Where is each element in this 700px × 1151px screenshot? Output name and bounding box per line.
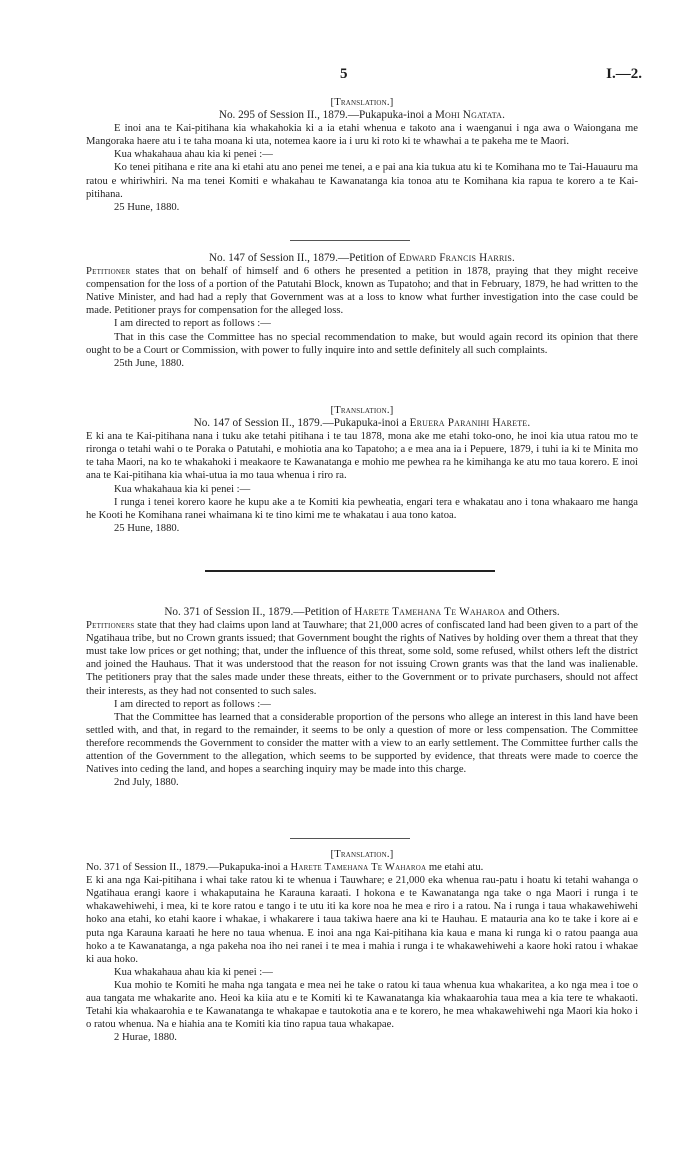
- page-number: 5: [340, 66, 348, 82]
- title-suffix: me etahi atu.: [426, 862, 484, 874]
- report-text: That the Committee has learned that a considerable proportion of the persons who allege an interest in this land have been settled with, and that, in regard to the remainder, it seems to be only a question of more or less compensation. The Committee therefore recommends the Government to consider the matter with a view to an early settlement. The Committee further calls the attention of the Government to the allegation, which seems to be supported by evidence, that threats were made to coerce the Natives into ceding the land, and hopes a searching inquiry may be made into this charge.: [86, 711, 638, 776]
- petitioner-name: Harete Tamehana Te Waharoa: [354, 606, 506, 618]
- section-harete-tamehana-english: [86, 606, 638, 789]
- petitioner-name: Eruera Paranihi Harete.: [409, 417, 531, 430]
- section-divider: [0, 240, 700, 241]
- petition-body: E ki ana te Kai-pitihana nana i tuku ake tetahi pitihana i te tau 1878, mona ake me etahi toko-ono, he inoi kia utua ratou mo te rironga o tetahi wahi o te Poraka o Patutahi, e mohiotia ana ko Tapatoho; a e mea ana ia i Pepuere, 1879, i tuhi ia ki te Minita mo te taha Maori, na ko te whakahoki i meakaore te Kawanatanga e mohio me pewhea ra he kimihanga ke atu mo taua korero. E inoi ana te Kai-pitihana kia whai-utua ia mo taua whenua i riro ra.: [86, 431, 638, 482]
- report-text: Ko tenei pitihana e rite ana ki etahi atu ano penei me tenei, a e pai ana kia tukua atu ki te Komihana mo te Tai-Hauauru ma ratou e whiriwhiri. Na ma tenei Komiti e whakahau te Kawanatanga kia tonoa atu te Komihana kia rapua te korero a te Kai-pitihana.: [86, 162, 638, 200]
- document-reference: I.—2.: [606, 66, 642, 82]
- title-text: No. 371 of Session II., 1879.—Petition of: [164, 606, 355, 618]
- section-divider: [0, 570, 700, 572]
- section-title: [86, 109, 638, 122]
- section-title: [86, 417, 638, 430]
- petition-body: [86, 265, 638, 317]
- section-eruera-paranihi-harete: [86, 404, 638, 535]
- title-suffix: and Others.: [505, 606, 560, 618]
- translation-label: [Translation.]: [330, 97, 394, 108]
- petition-body: [86, 619, 638, 698]
- report-lead: Kua whakahaua ahau kia ki penei :—: [114, 149, 273, 161]
- title-text: No. 147 of Session II., 1879.—Pukapuka-inoi a: [193, 417, 410, 430]
- lead-word: Petitioners: [86, 620, 135, 632]
- title-text: No. 371 of Session II., 1879.—Pukapuka-inoi a: [86, 862, 291, 874]
- title-text: No. 295 of Session II., 1879.—Pukapuka-inoi a: [218, 109, 435, 122]
- section-title: [86, 252, 638, 265]
- translation-label: [Translation.]: [330, 405, 394, 416]
- section-title: [86, 606, 638, 619]
- lead-word: Petitioner: [86, 266, 131, 278]
- petitioner-name: Mohi Ngatata.: [434, 109, 506, 122]
- report-date: 2 Hurae, 1880.: [114, 1032, 177, 1044]
- petition-body: E ki ana nga Kai-pitihana i whai take ratou ki te whenua i Tauwhare; e 21,000 eka whenua rau-patu i hoatu ki tetahi wahanga o Ngatihaua erangi kaore i whakaputaina he Karauna karaati. I hokona e te Kawanatanga nga take o nga Maori i runga i te whakawehiwehi, i mea, ki te kore ratou e tango i te utu iti ka kore noa he mea e riro i a ratou. Na i runga i taua whakawehiwehi hoko ana etahi, ko etahi kaore i whakae, i whakarere i taua takiwa haere ana ki te Hauhau. E matauria ana ko te take i kore ai e puta nga Karauna karaati he here no taua whenua. E inoi ana nga Kai-pitihana kia kaua e mana ki runga ki o ratou paanga aua hoko a te Kawanatanga, a nga pakeha noa iho nei ranei i te mea i mahia i runga i te whakawehiwehi a kaore hoki ratou i whakae ki aua hoko.: [86, 875, 638, 965]
- section-title: [86, 861, 638, 874]
- report-text: Kua mohio te Komiti he maha nga tangata e mea nei he take o ratou ki taua whenua kua whakaritea, a ko nga mea i toe o aua tangata me whakarite ano. Heoi ka kiia atu e te Komiti ki te Kawanatanga kia whakaarohia taua mea a kia tere te whakaoti. Tetahi kia whakaarohia e te Kawanatanga te whakapae e tautokotia ana e te korero, he mea whakawehiwehi nga Maori kia hoko i o ratou whenua. Na e hiahia ana te Komiti kia tino rapua taua whakapae.: [86, 979, 638, 1031]
- report-date: 25th June, 1880.: [114, 357, 185, 369]
- report-lead: Kua whakahaua ahau kia ki penei :—: [114, 966, 273, 978]
- petitioner-name: Edward Francis Harris.: [398, 252, 516, 264]
- report-text: I runga i tenei korero kaore he kupu ake a te Komiti kia pewheatia, engari tera e whakatau ano i tona whakaaro me hanga he Kooti he Komihana ranei whaimana ki te tino kimi me te whakatau i aua tono katoa.: [86, 496, 638, 521]
- report-date: 25 Hune, 1880.: [114, 201, 180, 213]
- report-date: 25 Hune, 1880.: [114, 522, 180, 534]
- title-text: No. 147 of Session II., 1879.—Petition of: [208, 252, 399, 264]
- report-date: 2nd July, 1880.: [114, 777, 179, 789]
- translation-label: [Translation.]: [330, 849, 394, 860]
- petition-body-text: states that on behalf of himself and 6 others he presented a petition in 1878, praying that they might receive compensation for the loss of a portion of the Patutahi Block, known as Tupatoho; and that in February, 1879, he had written to the Native Minister, and had had a reply that Government was at a loss to know what further investigation into the case could be made. Petitioner prays for compensation for the alleged loss.: [86, 266, 638, 317]
- report-text: That in this case the Committee has no special recommendation to make, but would again record its opinion that there ought to be a Court or Commission, with power to fully inquire into and settle definitely all such complaints.: [86, 331, 638, 356]
- section-divider: [0, 838, 700, 839]
- report-lead: Kua whakahaua kia ki penei :—: [114, 483, 251, 495]
- petition-body-text: state that they had claims upon land at Tauwhare; that 21,000 acres of confiscated land had been given to a part of the Ngatihaua tribe, but no Crown grants issued; that Government bought the rights of Natives by holding over them a threat that they must take low prices or get nothing; that, under the influence of this threat, some sold, some refused, whilst others left the district and joined the Hauhaus. That it was understood that the reason for not issuing Crown grants was that the land was inalienable. The petitioners pray that the sales made under these threats, either to the Government or to private purchasers, should not affect their interests, as they had not consented to such sales.: [86, 620, 638, 697]
- petitioner-name: Harete Tamehana Te Waharoa: [290, 862, 427, 874]
- petition-body: E inoi ana te Kai-pitihana kia whakahokia ki a ia etahi whenua e takoto ana i waenganui i nga awa o Waiongana me Mangoraka haere atu i te taha moana ki uta, notemea kaore ia i uru ki roto ki te whawhai a te pakeha me te Maori.: [86, 123, 638, 148]
- report-lead: I am directed to report as follows :—: [114, 318, 271, 330]
- section-mohi-ngatata: [86, 96, 638, 214]
- section-harete-tamehana-maori: [86, 848, 638, 1044]
- section-edward-francis-harris: [86, 252, 638, 370]
- report-lead: I am directed to report as follows :—: [114, 698, 271, 710]
